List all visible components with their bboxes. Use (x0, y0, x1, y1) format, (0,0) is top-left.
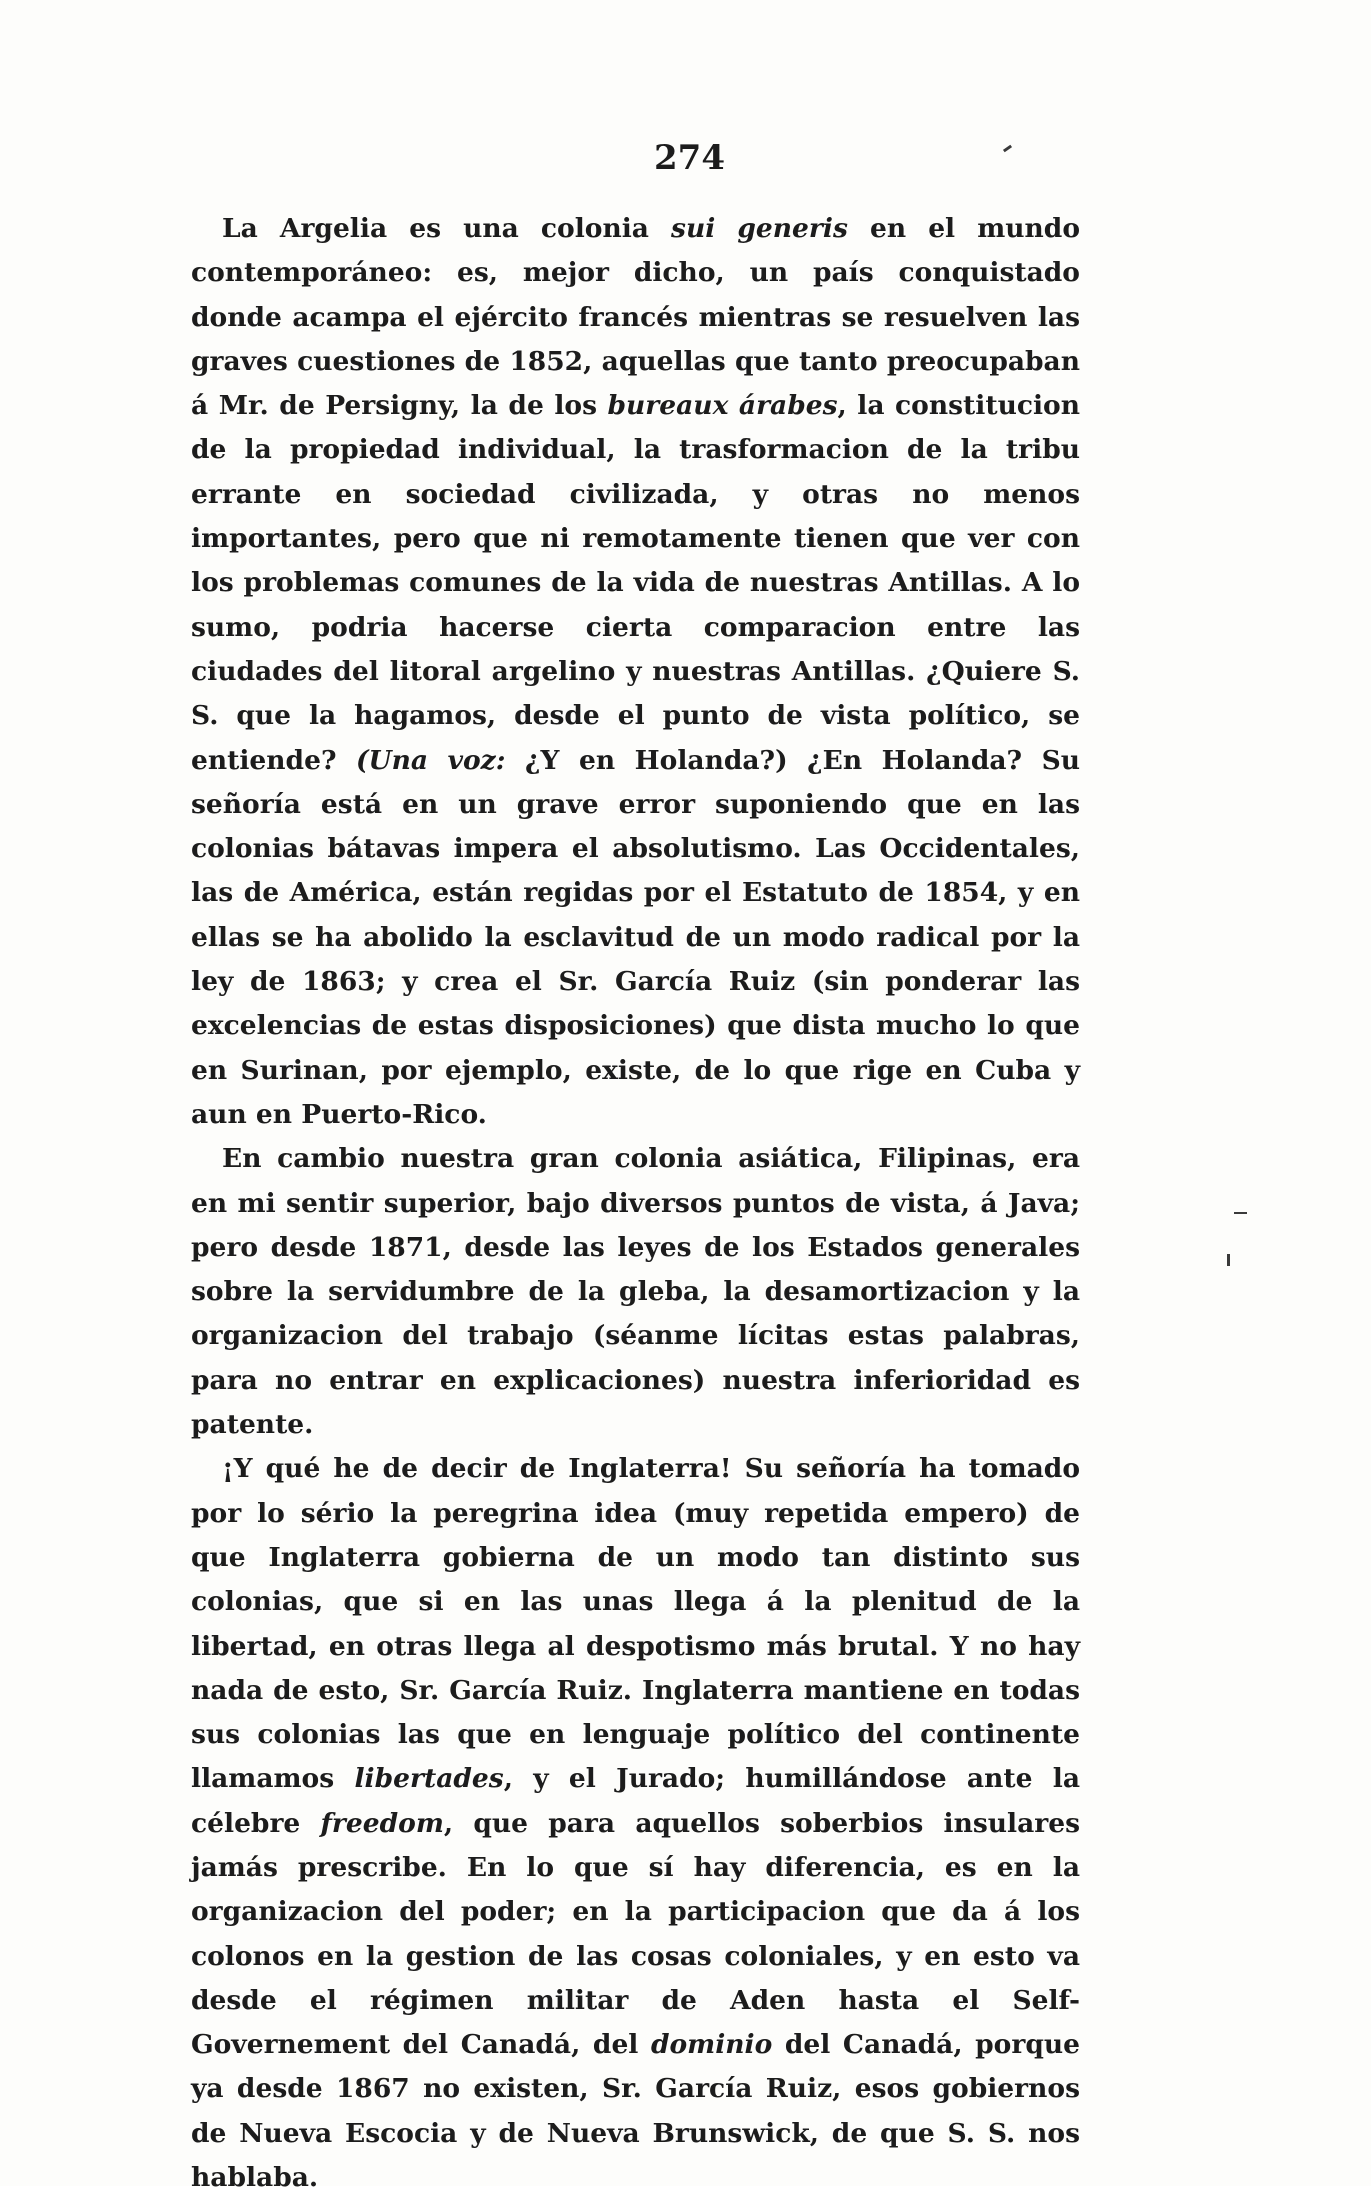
paragraph (191, 207, 1080, 1137)
paragraph (191, 1447, 1080, 2200)
paragraph (191, 1137, 1080, 1447)
text-run: , que para aquellos soberbios insulares jamás prescribe. En lo que sí hay diferencia, es en la organizacion del poder; en la participacion que da á los colonos en la gestion de las cosas coloniales, y en esto va desde el régimen militar de Aden hasta el Self-Governement del Canadá, del (191, 1807, 1080, 2061)
text-run: , y el Jurado; humillándose ante la célebre (191, 1763, 1080, 1839)
body-text (191, 207, 1080, 2200)
italic-text: sui generis (671, 213, 848, 244)
italic-text: (Una voz: (356, 744, 506, 776)
italic-text: libertades (354, 1763, 504, 1795)
text-run: en el mundo contemporáneo: es, mejor dicho, un país conquistado donde acampa el ejército francés mientras se resuelven las graves cuestiones de 1852, aquellas que tanto preocupaban á Mr. de Persigny, la de los (191, 213, 1080, 422)
margin-tick (1227, 1254, 1230, 1266)
page-number: 274 (654, 138, 725, 178)
text-run: ¿Y en Holanda?) ¿En Holanda? Su señoría está en un grave error suponiendo que en las colonias bátavas impera el absolutismo. Las Occidentales, las de América, están regidas por el Estatuto de 1854, y en ellas se ha abolido la esclavitud de un modo radical por la ley de 1863; y crea el Sr. García Ruiz (sin ponderar las excelencias de estas disposiciones) que dista mucho lo que en Surinan, por ejemplo, existe, de lo que rige en Cuba y aun en Puerto-Rico. (191, 744, 1080, 1130)
text-run: del Canadá, porque ya desde 1867 no existen, Sr. García Ruiz, esos gobiernos de Nueva Escocia y de Nueva Brunswick, de que S. S. nos hablaba. (191, 2029, 1080, 2194)
italic-text: bureaux árabes (607, 390, 838, 422)
italic-text: dominio (650, 2029, 773, 2061)
text-run: La Argelia es una colonia (222, 213, 672, 244)
italic-text: freedom (320, 1807, 444, 1839)
text-run: En cambio nuestra gran colonia asiática, Filipinas, era en mi sentir superior, bajo diversos puntos de vista, á Java; pero desde 1871, desde las leyes de los Estados generales sobre la servidumbre de la gleba, la desamortizacion y la organizacion del trabajo (séanme lícitas estas palabras, para no entrar en explicaciones) nuestra inferioridad es patente. (191, 1143, 1080, 1441)
text-run: , la constitucion de la propiedad individual, la trasformacion de la tribu errante en sociedad civilizada, y otras no menos importantes, pero que ni remotamente tienen que ver con los problemas comunes de la vida de nuestras Antillas. A lo sumo, podria hacerse cierta comparacion entre las ciudades del litoral argelino y nuestras Antillas. ¿Quiere S. S. que la hagamos, desde el punto de vista político, se entiende? (191, 390, 1080, 776)
text-run: ¡Y qué he de decir de Inglaterra! Su señoría ha tomado por lo sério la peregrina idea (muy repetida empero) de que Inglaterra gobierna de un modo tan distinto sus colonias, que si en las unas llega á la plenitud de la libertad, en otras llega al despotismo más brutal. Y no hay nada de esto, Sr. García Ruiz. Inglaterra mantiene en todas sus colonias las que en lenguaje político del continente llamamos (191, 1453, 1080, 1795)
margin-mark (1234, 1212, 1247, 1214)
